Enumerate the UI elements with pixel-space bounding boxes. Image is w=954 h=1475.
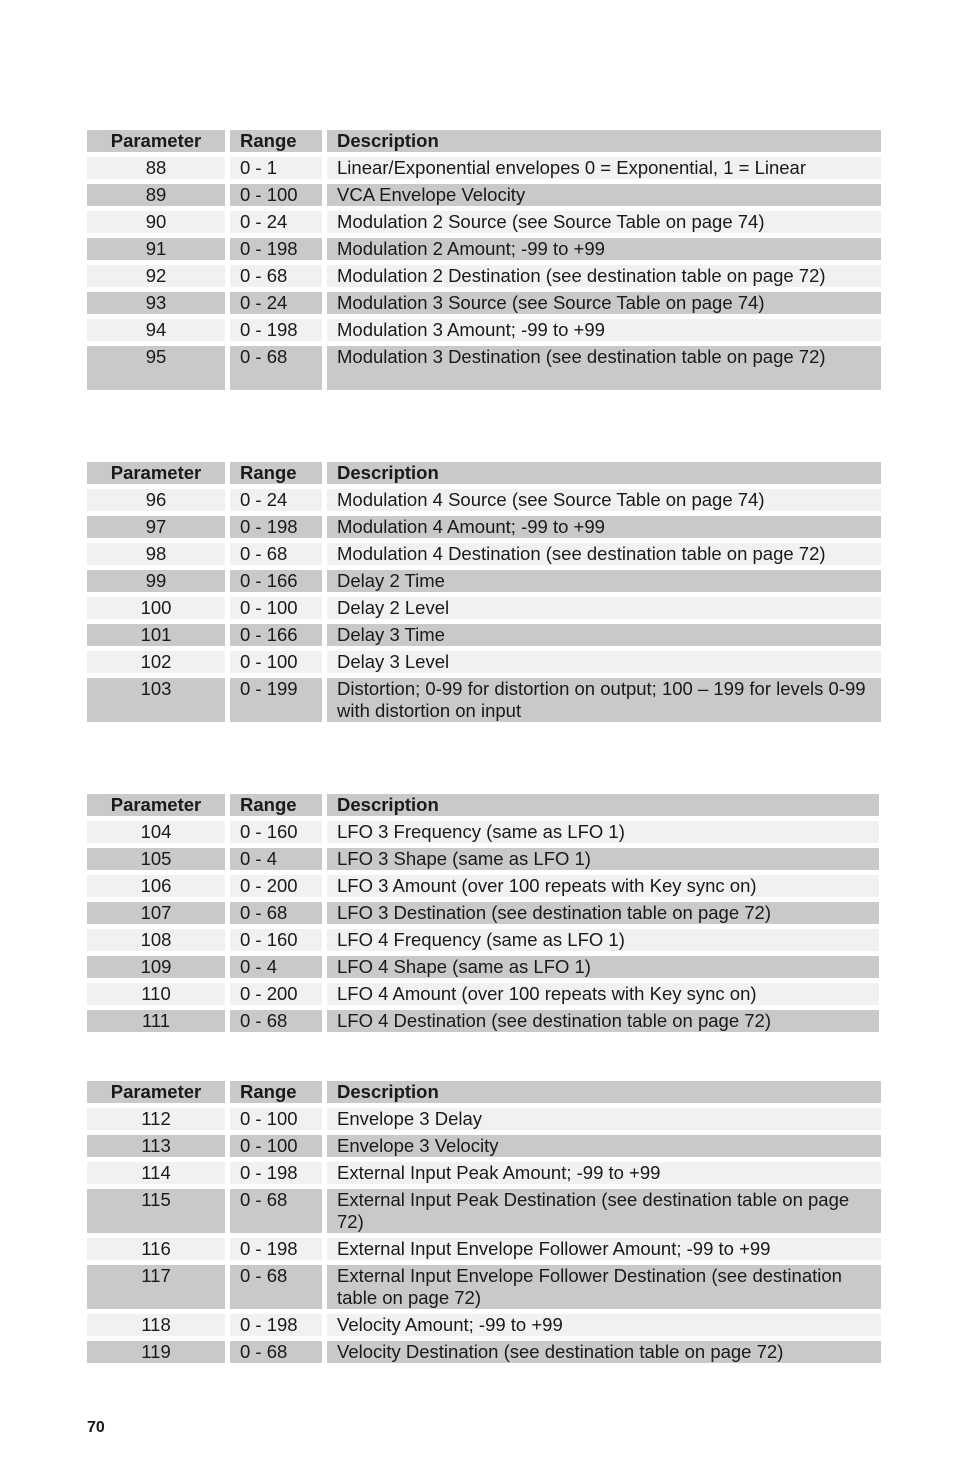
range-cell: 0 - 1 [230,157,322,179]
table-row [87,902,879,929]
param-cell: 115 [87,1189,225,1233]
table-row [87,983,879,1010]
param-cell: 114 [87,1162,225,1184]
range-cell: 0 - 100 [230,651,322,673]
range-cell: 0 - 160 [230,929,322,951]
desc-cell: Velocity Destination (see destination table on page 72) [327,1341,881,1363]
param-cell: 99 [87,570,225,592]
param-cell: 91 [87,238,225,260]
desc-cell: Modulation 2 Amount; -99 to +99 [327,238,881,260]
table-row [87,1265,881,1314]
range-cell: 0 - 4 [230,956,322,978]
param-cell: 94 [87,319,225,341]
range-cell: 0 - 24 [230,211,322,233]
range-cell: 0 - 200 [230,875,322,897]
table-row [87,211,881,238]
table-row [87,956,879,983]
header-description: Description [327,462,881,484]
desc-cell: LFO 3 Frequency (same as LFO 1) [327,821,879,843]
range-cell: 0 - 24 [230,489,322,511]
desc-cell: VCA Envelope Velocity [327,184,881,206]
param-cell: 92 [87,265,225,287]
range-cell: 0 - 68 [230,902,322,924]
table-row [87,184,881,211]
desc-cell: External Input Envelope Follower Amount; -99 to +99 [327,1238,881,1260]
desc-cell: Linear/Exponential envelopes 0 = Exponential, 1 = Linear [327,157,881,179]
range-cell: 0 - 198 [230,1238,322,1260]
desc-cell: Distortion; 0-99 for distortion on output; 100 – 199 for levels 0-99 with distortion on input [327,678,881,722]
range-cell: 0 - 68 [230,346,322,390]
page-number: 70 [87,1419,105,1436]
range-cell: 0 - 68 [230,543,322,565]
parameter-table-1 [87,130,881,395]
table-row [87,597,881,624]
range-cell: 0 - 198 [230,1314,322,1336]
table-row [87,1341,881,1368]
table-row [87,292,881,319]
range-cell: 0 - 200 [230,983,322,1005]
param-cell: 109 [87,956,225,978]
desc-cell: LFO 3 Destination (see destination table on page 72) [327,902,879,924]
param-cell: 102 [87,651,225,673]
range-cell: 0 - 198 [230,516,322,538]
param-cell: 96 [87,489,225,511]
table-header [87,794,879,821]
param-cell: 113 [87,1135,225,1157]
table-row [87,624,881,651]
range-cell: 0 - 68 [230,1341,322,1363]
range-cell: 0 - 166 [230,570,322,592]
table-row [87,848,879,875]
param-cell: 112 [87,1108,225,1130]
table-row [87,875,879,902]
desc-cell: External Input Envelope Follower Destination (see destination table on page 72) [327,1265,881,1309]
range-cell: 0 - 68 [230,1010,322,1032]
range-cell: 0 - 198 [230,238,322,260]
desc-cell: Modulation 2 Source (see Source Table on page 74) [327,211,881,233]
desc-cell: Delay 3 Time [327,624,881,646]
table-header [87,462,881,489]
range-cell: 0 - 198 [230,319,322,341]
desc-cell: LFO 3 Shape (same as LFO 1) [327,848,879,870]
table-row [87,1314,881,1341]
table-row [87,651,881,678]
desc-cell: LFO 4 Frequency (same as LFO 1) [327,929,879,951]
table-row [87,1108,881,1135]
header-description: Description [327,130,881,152]
range-cell: 0 - 68 [230,265,322,287]
desc-cell: Modulation 2 Destination (see destination table on page 72) [327,265,881,287]
param-cell: 88 [87,157,225,179]
table-row [87,319,881,346]
desc-cell: Modulation 4 Source (see Source Table on page 74) [327,489,881,511]
desc-cell: Delay 2 Level [327,597,881,619]
param-cell: 90 [87,211,225,233]
range-cell: 0 - 4 [230,848,322,870]
param-cell: 103 [87,678,225,722]
table-row [87,238,881,265]
header-parameter: Parameter [87,462,225,484]
param-cell: 97 [87,516,225,538]
range-cell: 0 - 160 [230,821,322,843]
desc-cell: Velocity Amount; -99 to +99 [327,1314,881,1336]
desc-cell: External Input Peak Amount; -99 to +99 [327,1162,881,1184]
desc-cell: Modulation 3 Destination (see destination table on page 72) [327,346,881,390]
parameter-table-3 [87,794,879,1037]
desc-cell: Delay 3 Level [327,651,881,673]
table-row [87,1010,879,1037]
table-row [87,157,881,184]
range-cell: 0 - 198 [230,1162,322,1184]
param-cell: 106 [87,875,225,897]
desc-cell: Envelope 3 Velocity [327,1135,881,1157]
param-cell: 110 [87,983,225,1005]
param-cell: 98 [87,543,225,565]
header-description: Description [327,1081,881,1103]
parameter-table-4 [87,1081,881,1368]
param-cell: 108 [87,929,225,951]
table-header [87,1081,881,1108]
desc-cell: LFO 4 Amount (over 100 repeats with Key sync on) [327,983,879,1005]
header-range: Range [230,130,322,152]
table-row [87,821,879,848]
desc-cell: Modulation 4 Amount; -99 to +99 [327,516,881,538]
table-row [87,1189,881,1238]
range-cell: 0 - 100 [230,1135,322,1157]
table-row [87,516,881,543]
desc-cell: LFO 3 Amount (over 100 repeats with Key sync on) [327,875,879,897]
desc-cell: Modulation 4 Destination (see destination table on page 72) [327,543,881,565]
desc-cell: LFO 4 Destination (see destination table on page 72) [327,1010,879,1032]
param-cell: 117 [87,1265,225,1309]
param-cell: 116 [87,1238,225,1260]
range-cell: 0 - 199 [230,678,322,722]
table-row [87,929,879,956]
desc-cell: LFO 4 Shape (same as LFO 1) [327,956,879,978]
param-cell: 93 [87,292,225,314]
param-cell: 107 [87,902,225,924]
desc-cell: Envelope 3 Delay [327,1108,881,1130]
range-cell: 0 - 100 [230,184,322,206]
table-row [87,1135,881,1162]
param-cell: 105 [87,848,225,870]
range-cell: 0 - 68 [230,1265,322,1309]
param-cell: 118 [87,1314,225,1336]
range-cell: 0 - 24 [230,292,322,314]
desc-cell: External Input Peak Destination (see destination table on page 72) [327,1189,881,1233]
header-range: Range [230,462,322,484]
range-cell: 0 - 166 [230,624,322,646]
param-cell: 119 [87,1341,225,1363]
param-cell: 95 [87,346,225,390]
param-cell: 101 [87,624,225,646]
table-row [87,1238,881,1265]
param-cell: 89 [87,184,225,206]
table-row [87,678,881,727]
header-parameter: Parameter [87,794,225,816]
table-row [87,346,881,395]
table-header [87,130,881,157]
table-row [87,265,881,292]
header-parameter: Parameter [87,1081,225,1103]
range-cell: 0 - 100 [230,1108,322,1130]
table-row [87,489,881,516]
desc-cell: Delay 2 Time [327,570,881,592]
table-row [87,543,881,570]
header-description: Description [327,794,879,816]
param-cell: 111 [87,1010,225,1032]
param-cell: 104 [87,821,225,843]
header-parameter: Parameter [87,130,225,152]
header-range: Range [230,794,322,816]
range-cell: 0 - 100 [230,597,322,619]
parameter-table-2 [87,462,881,727]
header-range: Range [230,1081,322,1103]
desc-cell: Modulation 3 Source (see Source Table on page 74) [327,292,881,314]
range-cell: 0 - 68 [230,1189,322,1233]
param-cell: 100 [87,597,225,619]
desc-cell: Modulation 3 Amount; -99 to +99 [327,319,881,341]
table-row [87,1162,881,1189]
table-row [87,570,881,597]
